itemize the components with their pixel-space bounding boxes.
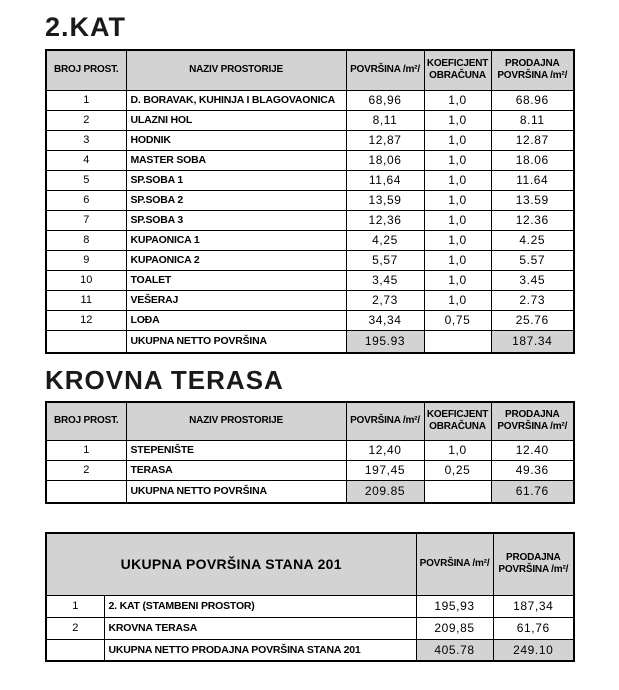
area-value: 68,96 xyxy=(346,90,424,110)
total-label: UKUPNA NETTO POVRŠINA xyxy=(126,480,346,503)
total-row xyxy=(46,639,574,661)
room-name: STEPENIŠTE xyxy=(126,440,346,460)
sale-area-value: 8.11 xyxy=(491,110,574,130)
total-empty-cell xyxy=(46,639,104,661)
sale-area-value: 25.76 xyxy=(491,310,574,330)
area-value: 12,87 xyxy=(346,130,424,150)
column-header-koeficijent-obracuna xyxy=(424,50,491,90)
room-number: 1 xyxy=(46,440,126,460)
column-header-povrsina: POVRŠINA /m²/ xyxy=(346,50,424,90)
area-table-2kat xyxy=(45,49,575,354)
table-row xyxy=(46,440,574,460)
sale-area-value: 12.87 xyxy=(491,130,574,150)
header-line: PRODAJNA xyxy=(506,551,561,563)
table-row xyxy=(46,250,574,270)
room-name: D. BORAVAK, KUHINJA I BLAGOVAONICA xyxy=(126,90,346,110)
header-line: POVRŠINA /m²/ xyxy=(497,421,568,433)
coefficient-value: 1,0 xyxy=(424,170,491,190)
area-value: 4,25 xyxy=(346,230,424,250)
area-value: 197,45 xyxy=(346,460,424,480)
total-area-value: 209.85 xyxy=(346,480,424,503)
room-name: TOALET xyxy=(126,270,346,290)
sale-area-value: 2.73 xyxy=(491,290,574,310)
area-value: 5,57 xyxy=(346,250,424,270)
table-row xyxy=(46,150,574,170)
room-number: 9 xyxy=(46,250,126,270)
room-name: ULAZNI HOL xyxy=(126,110,346,130)
total-sale-area-value: 187.34 xyxy=(491,330,574,353)
room-number: 4 xyxy=(46,150,126,170)
area-value: 18,06 xyxy=(346,150,424,170)
section-title-2kat: 2.KAT xyxy=(45,12,127,42)
area-value: 209,85 xyxy=(416,617,493,639)
header-line: KOEFICJENT xyxy=(426,57,489,69)
room-name: KUPAONICA 2 xyxy=(126,250,346,270)
room-number: 2 xyxy=(46,110,126,130)
total-label: UKUPNA NETTO POVRŠINA xyxy=(126,330,346,353)
coefficient-value: 1,0 xyxy=(424,270,491,290)
column-header-broj-prost: BROJ PROST. xyxy=(46,50,126,90)
sale-area-value: 12.36 xyxy=(491,210,574,230)
coefficient-value: 0,25 xyxy=(424,460,491,480)
table-row xyxy=(46,90,574,110)
room-number: 1 xyxy=(46,90,126,110)
coefficient-value: 1,0 xyxy=(424,130,491,150)
area-value: 195,93 xyxy=(416,595,493,617)
column-header-naziv-prostorije: NAZIV PROSTORIJE xyxy=(126,50,346,90)
room-number: 3 xyxy=(46,130,126,150)
row-number: 1 xyxy=(46,595,104,617)
room-number: 7 xyxy=(46,210,126,230)
sale-area-value: 61,76 xyxy=(493,617,574,639)
table-row xyxy=(46,230,574,250)
room-name: MASTER SOBA xyxy=(126,150,346,170)
area-value: 12,40 xyxy=(346,440,424,460)
room-number: 6 xyxy=(46,190,126,210)
table-header-row xyxy=(46,533,574,595)
table-row xyxy=(46,617,574,639)
header-line: KOEFICJENT xyxy=(426,408,489,420)
column-header-naziv-prostorije: NAZIV PROSTORIJE xyxy=(126,402,346,440)
coefficient-value: 1,0 xyxy=(424,440,491,460)
sale-area-value: 11.64 xyxy=(491,170,574,190)
column-header-prodajna-povrsina xyxy=(493,533,574,595)
sale-area-value: 5.57 xyxy=(491,250,574,270)
header-line: PRODAJNA xyxy=(504,57,560,69)
total-row xyxy=(46,480,574,503)
sale-area-value: 68.96 xyxy=(491,90,574,110)
coefficient-value: 1,0 xyxy=(424,230,491,250)
coefficient-value: 1,0 xyxy=(424,150,491,170)
column-header-prodajna-povrsina xyxy=(491,50,574,90)
column-header-prodajna-povrsina xyxy=(491,402,574,440)
total-row xyxy=(46,330,574,353)
summary-table-stan-201 xyxy=(45,532,575,662)
coefficient-value: 1,0 xyxy=(424,210,491,230)
area-value: 34,34 xyxy=(346,310,424,330)
column-header-povrsina: POVRŠINA /m²/ xyxy=(346,402,424,440)
room-number: 2 xyxy=(46,460,126,480)
room-number: 5 xyxy=(46,170,126,190)
area-value: 8,11 xyxy=(346,110,424,130)
room-number: 10 xyxy=(46,270,126,290)
row-name: 2. KAT (STAMBENI PROSTOR) xyxy=(104,595,416,617)
room-name: SP.SOBA 3 xyxy=(126,210,346,230)
table-row xyxy=(46,130,574,150)
sale-area-value: 4.25 xyxy=(491,230,574,250)
total-area-value: 405.78 xyxy=(416,639,493,661)
table-header-row xyxy=(46,402,574,440)
table-row xyxy=(46,310,574,330)
coefficient-value: 1,0 xyxy=(424,190,491,210)
room-name: TERASA xyxy=(126,460,346,480)
area-value: 12,36 xyxy=(346,210,424,230)
column-header-koeficijent-obracuna xyxy=(424,402,491,440)
table-row xyxy=(46,110,574,130)
total-sale-area-value: 61.76 xyxy=(491,480,574,503)
header-line: POVRŠINA /m²/ xyxy=(498,564,569,576)
total-sale-area-value: 249.10 xyxy=(493,639,574,661)
area-value: 2,73 xyxy=(346,290,424,310)
sale-area-value: 3.45 xyxy=(491,270,574,290)
area-table-krovna-terasa xyxy=(45,401,575,504)
area-value: 3,45 xyxy=(346,270,424,290)
room-name: KUPAONICA 1 xyxy=(126,230,346,250)
total-coefficient-empty-cell xyxy=(424,330,491,353)
row-number: 2 xyxy=(46,617,104,639)
header-line: PRODAJNA xyxy=(504,408,560,420)
column-header-broj-prost: BROJ PROST. xyxy=(46,402,126,440)
room-number: 8 xyxy=(46,230,126,250)
total-coefficient-empty-cell xyxy=(424,480,491,503)
column-header-povrsina: POVRŠINA /m²/ xyxy=(416,533,493,595)
section-title-krovna-terasa: KROVNA TERASA xyxy=(45,365,284,395)
sale-area-value: 49.36 xyxy=(491,460,574,480)
table-row xyxy=(46,270,574,290)
area-value: 11,64 xyxy=(346,170,424,190)
sale-area-value: 13.59 xyxy=(491,190,574,210)
summary-header-title: UKUPNA POVRŠINA STANA 201 xyxy=(46,533,416,595)
table-row xyxy=(46,290,574,310)
room-name: VEŠERAJ xyxy=(126,290,346,310)
room-number: 11 xyxy=(46,290,126,310)
header-line: OBRAČUNA xyxy=(429,70,486,82)
sale-area-value: 187,34 xyxy=(493,595,574,617)
table-row xyxy=(46,190,574,210)
room-name: HODNIK xyxy=(126,130,346,150)
sale-area-value: 12.40 xyxy=(491,440,574,460)
room-name: SP.SOBA 2 xyxy=(126,190,346,210)
total-area-value: 195.93 xyxy=(346,330,424,353)
room-number: 12 xyxy=(46,310,126,330)
total-label: UKUPNA NETTO PRODAJNA POVRŠINA STANA 201 xyxy=(104,639,416,661)
coefficient-value: 1,0 xyxy=(424,110,491,130)
total-empty-cell xyxy=(46,480,126,503)
room-name: SP.SOBA 1 xyxy=(126,170,346,190)
coefficient-value: 0,75 xyxy=(424,310,491,330)
room-name: LOĐA xyxy=(126,310,346,330)
row-name: KROVNA TERASA xyxy=(104,617,416,639)
table-row xyxy=(46,170,574,190)
table-row xyxy=(46,210,574,230)
coefficient-value: 1,0 xyxy=(424,290,491,310)
header-line: OBRAČUNA xyxy=(429,421,486,433)
table-header-row xyxy=(46,50,574,90)
total-empty-cell xyxy=(46,330,126,353)
sale-area-value: 18.06 xyxy=(491,150,574,170)
coefficient-value: 1,0 xyxy=(424,90,491,110)
header-line: POVRŠINA /m²/ xyxy=(497,70,568,82)
table-row xyxy=(46,595,574,617)
coefficient-value: 1,0 xyxy=(424,250,491,270)
table-row xyxy=(46,460,574,480)
area-value: 13,59 xyxy=(346,190,424,210)
